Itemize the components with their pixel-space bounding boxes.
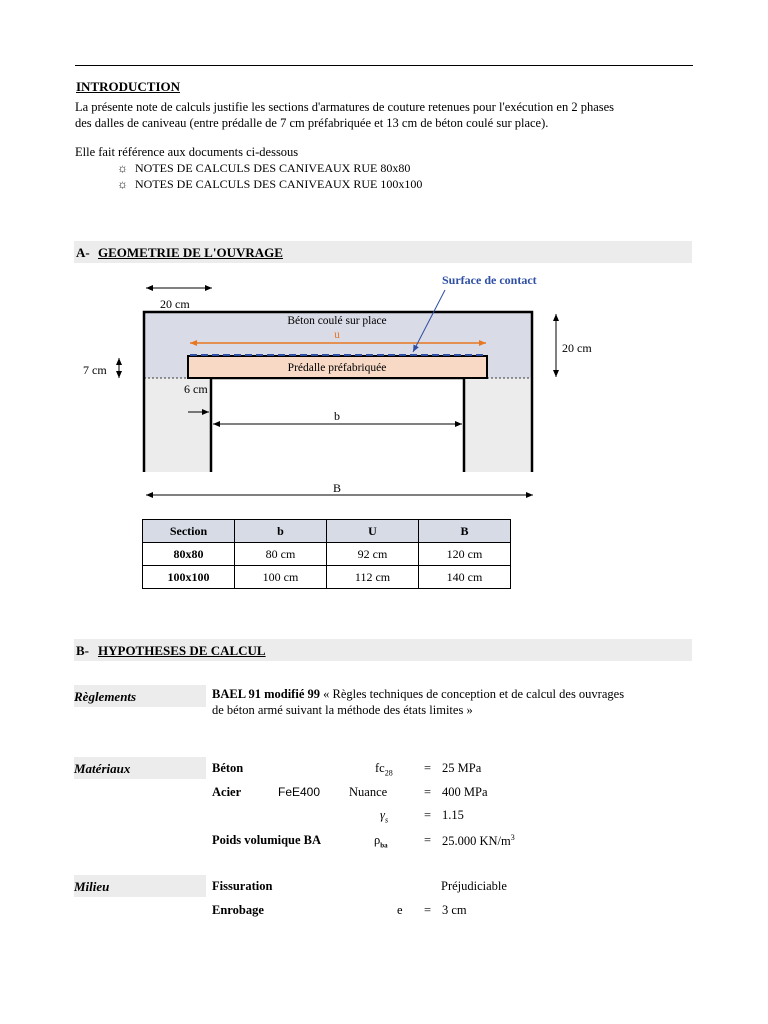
table-cell: 112 cm bbox=[327, 566, 419, 589]
reference-label: NOTES DE CALCULS DES CANIVEAUX RUE 80x80 bbox=[135, 161, 411, 175]
table-cell: 92 cm bbox=[327, 543, 419, 566]
contact-surface-label: Surface de contact bbox=[442, 273, 537, 287]
table-header-cell: B bbox=[419, 520, 511, 543]
materiaux-label-bar bbox=[74, 757, 206, 779]
beton-value: 25 MPa bbox=[442, 761, 482, 775]
table-header-cell: Section bbox=[143, 520, 235, 543]
table-header-cell: U bbox=[327, 520, 419, 543]
reference-label: NOTES DE CALCULS DES CANIVEAUX RUE 100x100 bbox=[135, 177, 423, 191]
acier-grade: FeE400 bbox=[278, 785, 321, 799]
reglements-desc-line-2: de béton armé suivant la méthode des états limites » bbox=[212, 703, 473, 717]
cast-concrete-label: Béton coulé sur place bbox=[287, 315, 387, 327]
table-cell: 100x100 bbox=[143, 566, 235, 589]
materiaux-label: Matériaux bbox=[74, 761, 131, 776]
intro-title: INTRODUCTION bbox=[76, 79, 181, 94]
enrobage-value: 3 cm bbox=[442, 903, 467, 917]
table-row bbox=[143, 566, 511, 589]
section-letter: B- bbox=[76, 643, 89, 658]
slab-height-label: 20 cm bbox=[562, 341, 592, 355]
equals-sign: = bbox=[424, 761, 432, 775]
poids-volumique-value: 25.000 $KN/m^3$ bbox=[442, 833, 515, 849]
b-label: b bbox=[334, 409, 340, 423]
wall-width-label: 20 cm bbox=[160, 297, 190, 311]
fissuration-name: Fissuration bbox=[212, 879, 273, 893]
gamma-s-symbol: $\gamma_s$ bbox=[380, 808, 389, 825]
reglements-desc-line-1: « Règles techniques de conception et de calcul des ouvrages bbox=[320, 687, 625, 701]
enrobage-symbol: e bbox=[397, 903, 403, 917]
intro-reference-text: Elle fait référence aux documents ci-dessous bbox=[75, 145, 299, 159]
enrobage-name: Enrobage bbox=[212, 903, 264, 917]
reglements-label-bar bbox=[74, 685, 206, 707]
section-title: GEOMETRIE DE L'OUVRAGE bbox=[98, 245, 283, 260]
nuance-label: Nuance bbox=[349, 785, 388, 799]
inner-outline bbox=[211, 378, 464, 472]
sun-icon: ☼ bbox=[117, 161, 128, 175]
milieu-label: Milieu bbox=[74, 879, 110, 894]
table-cell: 120 cm bbox=[419, 543, 511, 566]
equals-sign: = bbox=[424, 808, 432, 822]
section-b-header bbox=[74, 639, 692, 661]
milieu-label-bar bbox=[74, 875, 206, 897]
table-header-row bbox=[143, 520, 511, 543]
gamma-s-value: 1.15 bbox=[442, 808, 464, 822]
table-row bbox=[143, 543, 511, 566]
u-label: u bbox=[334, 329, 340, 341]
rho-ba-symbol: $\rho_{ba}$ bbox=[374, 833, 388, 850]
dimensions-table bbox=[142, 519, 511, 589]
table-cell: 80x80 bbox=[143, 543, 235, 566]
B-label: B bbox=[332, 481, 342, 495]
bearing-label: 6 cm bbox=[184, 382, 208, 396]
equals-sign: = bbox=[424, 903, 432, 917]
beton-name: Béton bbox=[212, 761, 244, 775]
sun-icon: ☼ bbox=[117, 177, 128, 191]
table-cell: 140 cm bbox=[419, 566, 511, 589]
intro-paragraph-line-2: des dalles de caniveau (entre prédalle de 7 cm préfabriquée et 13 cm de béton coulé sur place). bbox=[75, 116, 549, 130]
poids-volumique-name: Poids volumique BA bbox=[212, 833, 322, 847]
fissuration-value: Préjudiciable bbox=[441, 879, 507, 893]
intro-paragraph-line-1: La présente note de calculs justifie les sections d'armatures de couture retenues pour l'exécution en 2 phases bbox=[75, 100, 615, 114]
section-letter: A- bbox=[76, 245, 90, 260]
acier-value: 400 MPa bbox=[442, 785, 488, 799]
equals-sign: = bbox=[424, 833, 432, 847]
reglements-code: BAEL 91 modifié 99 bbox=[212, 687, 320, 701]
acier-name: Acier bbox=[212, 785, 242, 799]
equals-sign: = bbox=[424, 785, 432, 799]
section-title: HYPOTHESES DE CALCUL bbox=[98, 643, 266, 658]
precast-label: Prédalle préfabriquée bbox=[287, 362, 387, 374]
reglements-label: Règlements bbox=[74, 689, 137, 704]
right-wall bbox=[464, 378, 532, 472]
table-cell: 100 cm bbox=[235, 566, 327, 589]
reglements-text bbox=[212, 686, 697, 718]
precast-height-label: 7 cm bbox=[83, 363, 107, 377]
table-cell: 80 cm bbox=[235, 543, 327, 566]
table-header-cell: b bbox=[235, 520, 327, 543]
fc28-symbol: $fc_{28}$ bbox=[375, 761, 393, 778]
